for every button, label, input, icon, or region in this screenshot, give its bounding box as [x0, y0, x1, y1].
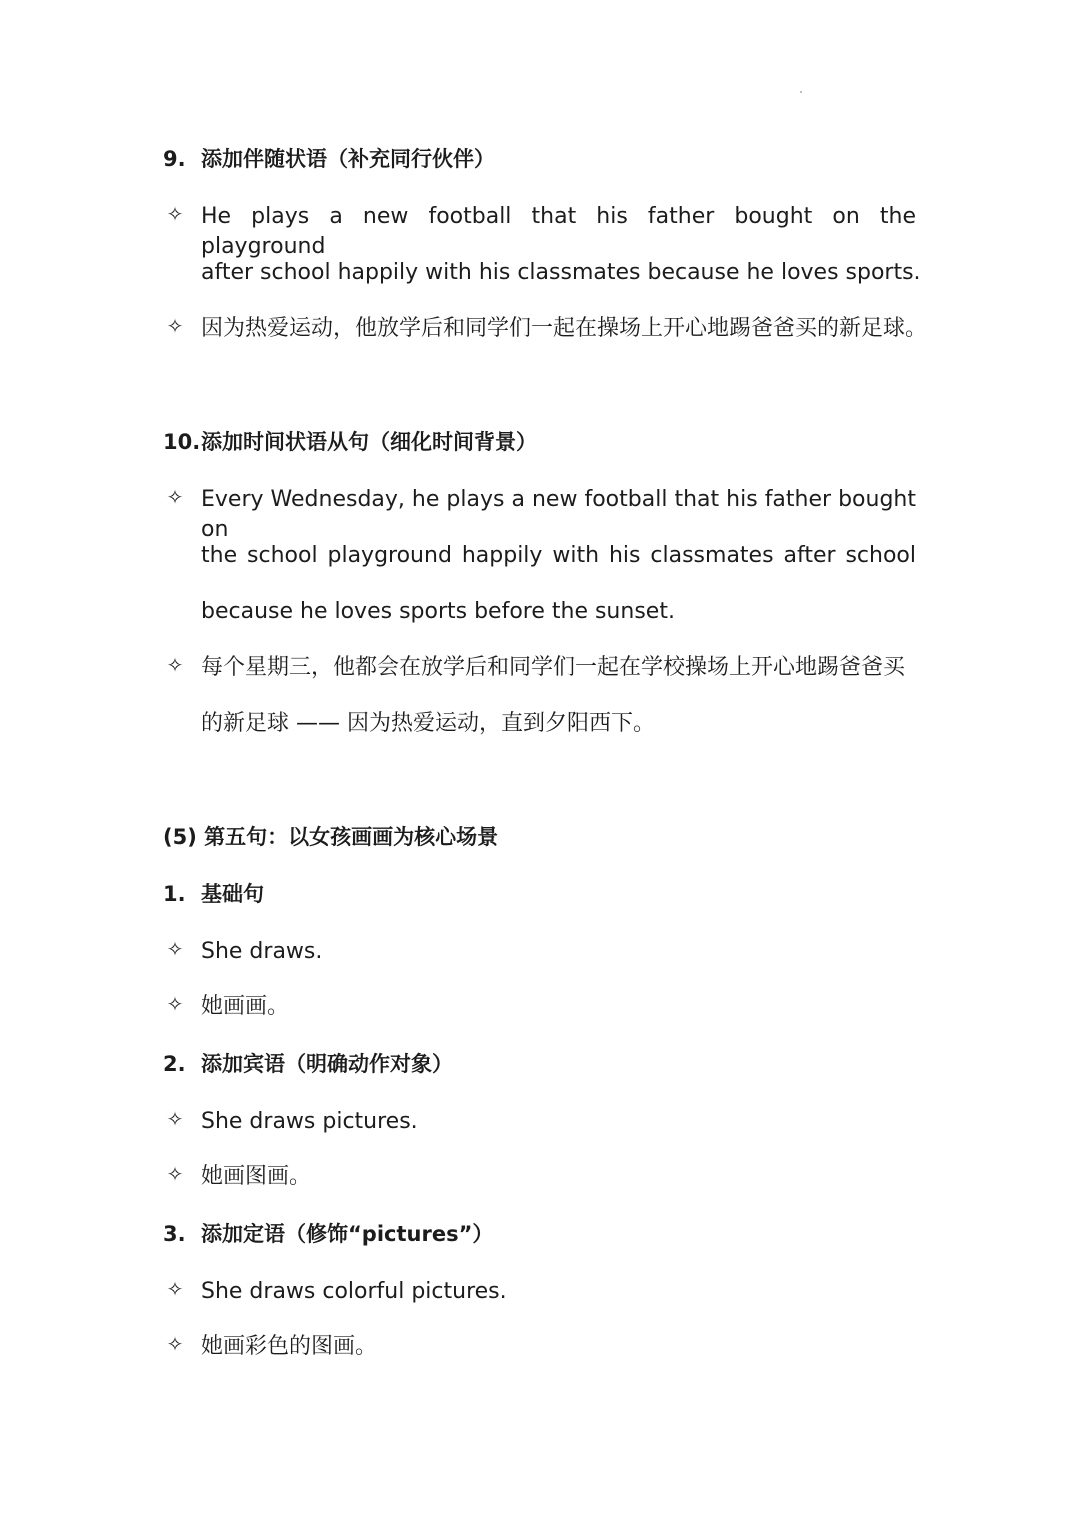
chinese-translation [201, 314, 928, 370]
sparkle-bullet-icon: ✧ [166, 937, 184, 961]
section-title: (5) 第五句：以女孩画画为核心场景 [163, 825, 499, 849]
list-item [163, 1277, 923, 1333]
sentence-line: because he loves sports before the sunset. [201, 599, 675, 624]
sparkle-bullet-icon: ✧ [166, 202, 184, 226]
sentence-line: 因为热爱运动，他放学后和同学们一起在操场上开心地踢爸爸买的新足球。 [201, 316, 928, 341]
section-number: 1. [163, 882, 186, 906]
section-9-heading [163, 144, 495, 174]
sentence-line: 她画图画。 [201, 1164, 312, 1189]
point-3-heading [163, 1219, 493, 1249]
section-number: 9. [163, 147, 186, 171]
sentence-line: the school playground happily with his classmates after school [201, 543, 916, 568]
speck [800, 91, 802, 93]
sentence-line: 她画画。 [201, 994, 290, 1019]
section-title: 添加定语（修饰“pictures”） [201, 1222, 494, 1246]
section-title: 添加宾语（明确动作对象） [201, 1052, 453, 1076]
sentence-line: Every Wednesday, he plays a new football that his father bought on [201, 487, 916, 542]
list-item [163, 202, 923, 314]
english-sentence [201, 485, 923, 653]
chinese-translation [201, 1332, 923, 1388]
section-10-heading [163, 427, 537, 457]
english-sentence [201, 202, 923, 314]
sentence-line: She draws. [201, 939, 323, 964]
list-item [163, 1332, 923, 1388]
list-item [163, 653, 923, 765]
list-item [163, 1162, 923, 1218]
sentence-line: She draws colorful pictures. [201, 1279, 507, 1304]
section-number: 10. [163, 430, 201, 454]
sparkle-bullet-icon: ✧ [166, 1162, 184, 1186]
chinese-translation [201, 653, 923, 765]
sentence-line: 每个星期三，他都会在放学后和同学们一起在学校操场上开心地踢爸爸买 [201, 655, 906, 680]
english-sentence [201, 937, 923, 993]
section-number: 2. [163, 1052, 186, 1076]
chinese-translation [201, 992, 923, 1048]
section-number: 3. [163, 1222, 186, 1246]
sparkle-bullet-icon: ✧ [166, 653, 184, 677]
point-2-heading [163, 1049, 453, 1079]
sentence-line: 的新足球 —— 因为热爱运动，直到夕阳西下。 [201, 711, 655, 736]
sparkle-bullet-icon: ✧ [166, 1332, 184, 1356]
english-sentence [201, 1277, 923, 1333]
sentence-line: He plays a new football that his father bought on the playground [201, 204, 916, 259]
sparkle-bullet-icon: ✧ [166, 314, 184, 338]
list-item [163, 992, 923, 1048]
section-title: 添加时间状语从句（细化时间背景） [201, 430, 537, 454]
sparkle-bullet-icon: ✧ [166, 992, 184, 1016]
list-item [163, 937, 923, 993]
english-sentence [201, 1107, 923, 1163]
part-5-heading [163, 822, 498, 852]
sparkle-bullet-icon: ✧ [166, 1107, 184, 1131]
list-item [163, 1107, 923, 1163]
section-title: 基础句 [201, 882, 264, 906]
sparkle-bullet-icon: ✧ [166, 1277, 184, 1301]
sentence-line: 她画彩色的图画。 [201, 1334, 378, 1359]
sentence-line: after school happily with his classmates because he loves sports. [201, 260, 921, 285]
list-item [163, 485, 923, 653]
sparkle-bullet-icon: ✧ [166, 485, 184, 509]
sentence-line: She draws pictures. [201, 1109, 418, 1134]
point-1-heading [163, 879, 264, 909]
chinese-translation [201, 1162, 923, 1218]
list-item [163, 314, 928, 370]
section-title: 添加伴随状语（补充同行伙伴） [201, 147, 495, 171]
